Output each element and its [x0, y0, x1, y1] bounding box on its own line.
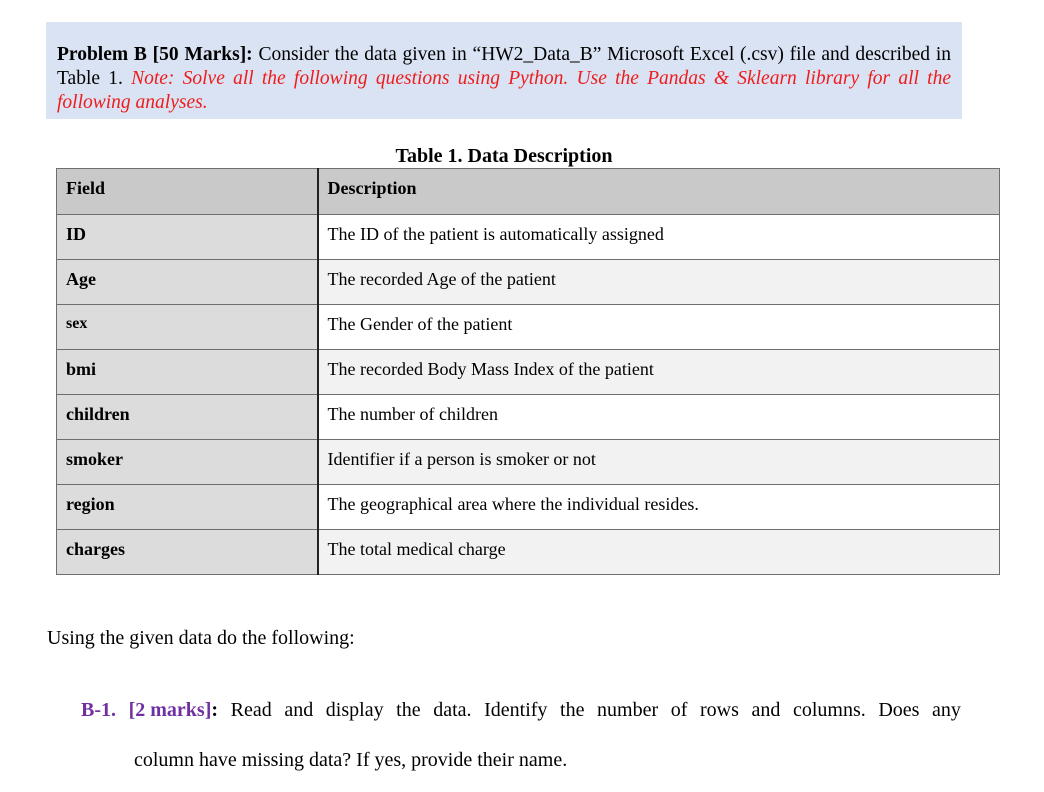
question-word: the [560, 699, 585, 721]
field-cell: smoker [57, 440, 318, 485]
question-word: and [751, 699, 781, 721]
table-row [57, 215, 1000, 260]
description-cell: The ID of the patient is automatically assigned [318, 215, 1000, 260]
question-word: the [396, 699, 421, 721]
question-word: columns. [792, 699, 866, 721]
question-number: B-1. [81, 699, 116, 721]
field-cell: bmi [57, 350, 318, 395]
problem-heading: Problem B [50 Marks]: [57, 44, 253, 65]
field-cell: children [57, 395, 318, 440]
question-word: number [597, 699, 659, 721]
description-cell: The recorded Body Mass Index of the patient [318, 350, 1000, 395]
question-word: Does [878, 699, 920, 721]
header-description: Description [318, 169, 1000, 215]
problem-banner [46, 22, 962, 119]
field-cell: Age [57, 260, 318, 305]
table-header-row [57, 169, 1000, 215]
question-word: Read [230, 699, 272, 721]
question-word: any [932, 699, 961, 721]
question-marks: [2 marks] [128, 699, 212, 721]
description-cell: The total medical charge [318, 530, 1000, 575]
table-row [57, 530, 1000, 575]
question-b1 [81, 696, 961, 774]
header-field: Field [57, 169, 318, 215]
description-cell: The number of children [318, 395, 1000, 440]
field-cell: region [57, 485, 318, 530]
question-word: display [325, 699, 384, 721]
question-word: and [284, 699, 314, 721]
field-cell: ID [57, 215, 318, 260]
question-b1-line2: column have missing data? If yes, provide their name. [134, 749, 568, 771]
table-row [57, 395, 1000, 440]
table-row [57, 350, 1000, 395]
description-cell: The Gender of the patient [318, 305, 1000, 350]
table-row [57, 485, 1000, 530]
data-description-table [56, 168, 1000, 575]
description-cell: Identifier if a person is smoker or not [318, 440, 1000, 485]
table-caption: Table 1. Data Description [395, 145, 613, 167]
table-row [57, 260, 1000, 305]
table-row [57, 440, 1000, 485]
problem-note: Note: Solve all the following questions using Python. Use the Pandas & Sklearn library for all the following analyses. [57, 68, 951, 113]
description-cell: The recorded Age of the patient [318, 260, 1000, 305]
question-b1-line1 [81, 696, 961, 724]
question-word: rows [700, 699, 739, 721]
description-cell: The geographical area where the individual resides. [318, 485, 1000, 530]
field-cell: sex [57, 305, 318, 350]
field-cell: charges [57, 530, 318, 575]
question-word: data. [433, 699, 472, 721]
question-word: Identify [484, 699, 548, 721]
instructions-text: Using the given data do the following: [47, 627, 355, 649]
question-marks-group: [2 marks]: [128, 699, 219, 721]
table-row [57, 305, 1000, 350]
problem-intro: Consider the data given in “HW2_Data_B” Microsoft Excel (.csv) file and described in Table 1. [57, 44, 951, 89]
question-word: of [670, 699, 688, 721]
